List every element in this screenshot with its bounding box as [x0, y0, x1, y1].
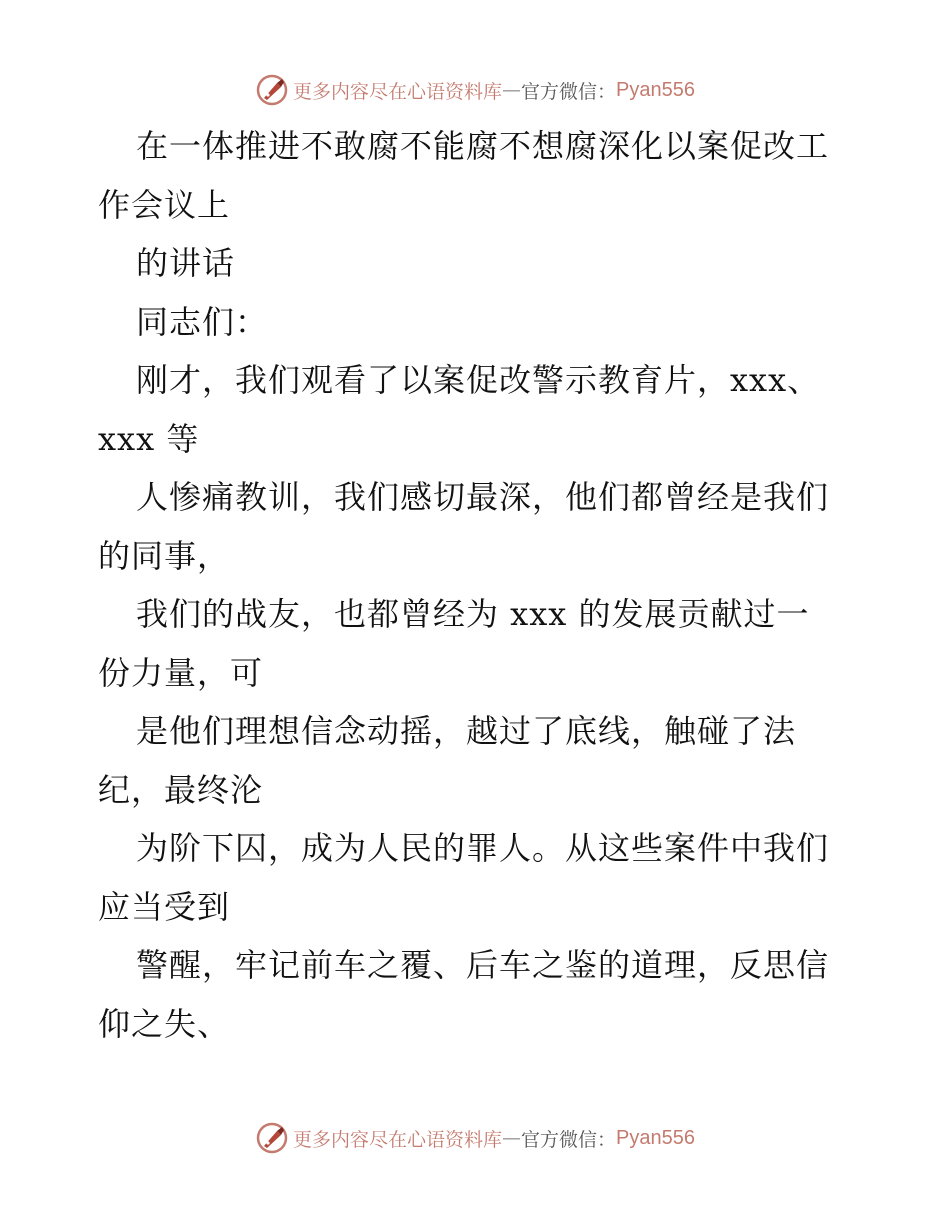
pen-nib-logo-icon [255, 1121, 289, 1155]
paragraph-line: 警醒，牢记前车之覆、后车之鉴的道理，反思信 [136, 946, 830, 984]
watermark-wechat-label: 官方微信： [521, 1128, 617, 1151]
header-watermark [0, 70, 950, 110]
paragraph-line: 纪，最终沦 [98, 770, 264, 809]
watermark-separator: — [502, 79, 522, 101]
footer-watermark [0, 1118, 950, 1158]
paragraph-line: 份力量，可 [98, 653, 264, 692]
title-line-2: 作会议上 [98, 185, 231, 224]
paragraph-line: 刚才，我们观看了以案促改警示教育片，xxx、 [136, 361, 821, 399]
watermark-wechat-id: Pyan556 [616, 78, 695, 101]
paragraph-line: 是他们理想信念动摇，越过了底线，触碰了法 [136, 712, 797, 750]
watermark-wechat-label: 官方微信： [521, 80, 617, 103]
paragraph-line: 人惨痛教训，我们感切最深，他们都曾经是我们 [136, 478, 830, 516]
watermark-wechat-id: Pyan556 [616, 1126, 695, 1149]
paragraph-line: 应当受到 [98, 887, 231, 926]
paragraph-line: 我们的战友，也都曾经为 xxx 的发展贡献过一 [136, 595, 810, 633]
paragraph-line: 仰之失、 [98, 1004, 231, 1043]
title-line-3: 的讲话 [136, 244, 236, 282]
watermark-site-text: 更多内容尽在心语资料库 [293, 1128, 503, 1151]
salutation-line: 同志们： [136, 302, 269, 341]
document-body [98, 117, 858, 1053]
title-line-1: 在一体推进不敢腐不能腐不想腐深化以案促改工 [136, 127, 830, 165]
pen-nib-logo-icon [255, 73, 289, 107]
watermark-separator: — [502, 1127, 522, 1149]
watermark-site-text: 更多内容尽在心语资料库 [293, 80, 503, 103]
paragraph-line: xxx 等 [98, 419, 200, 458]
paragraph-line: 的同事， [98, 536, 231, 575]
paragraph-line: 为阶下囚，成为人民的罪人。从这些案件中我们 [136, 829, 830, 867]
